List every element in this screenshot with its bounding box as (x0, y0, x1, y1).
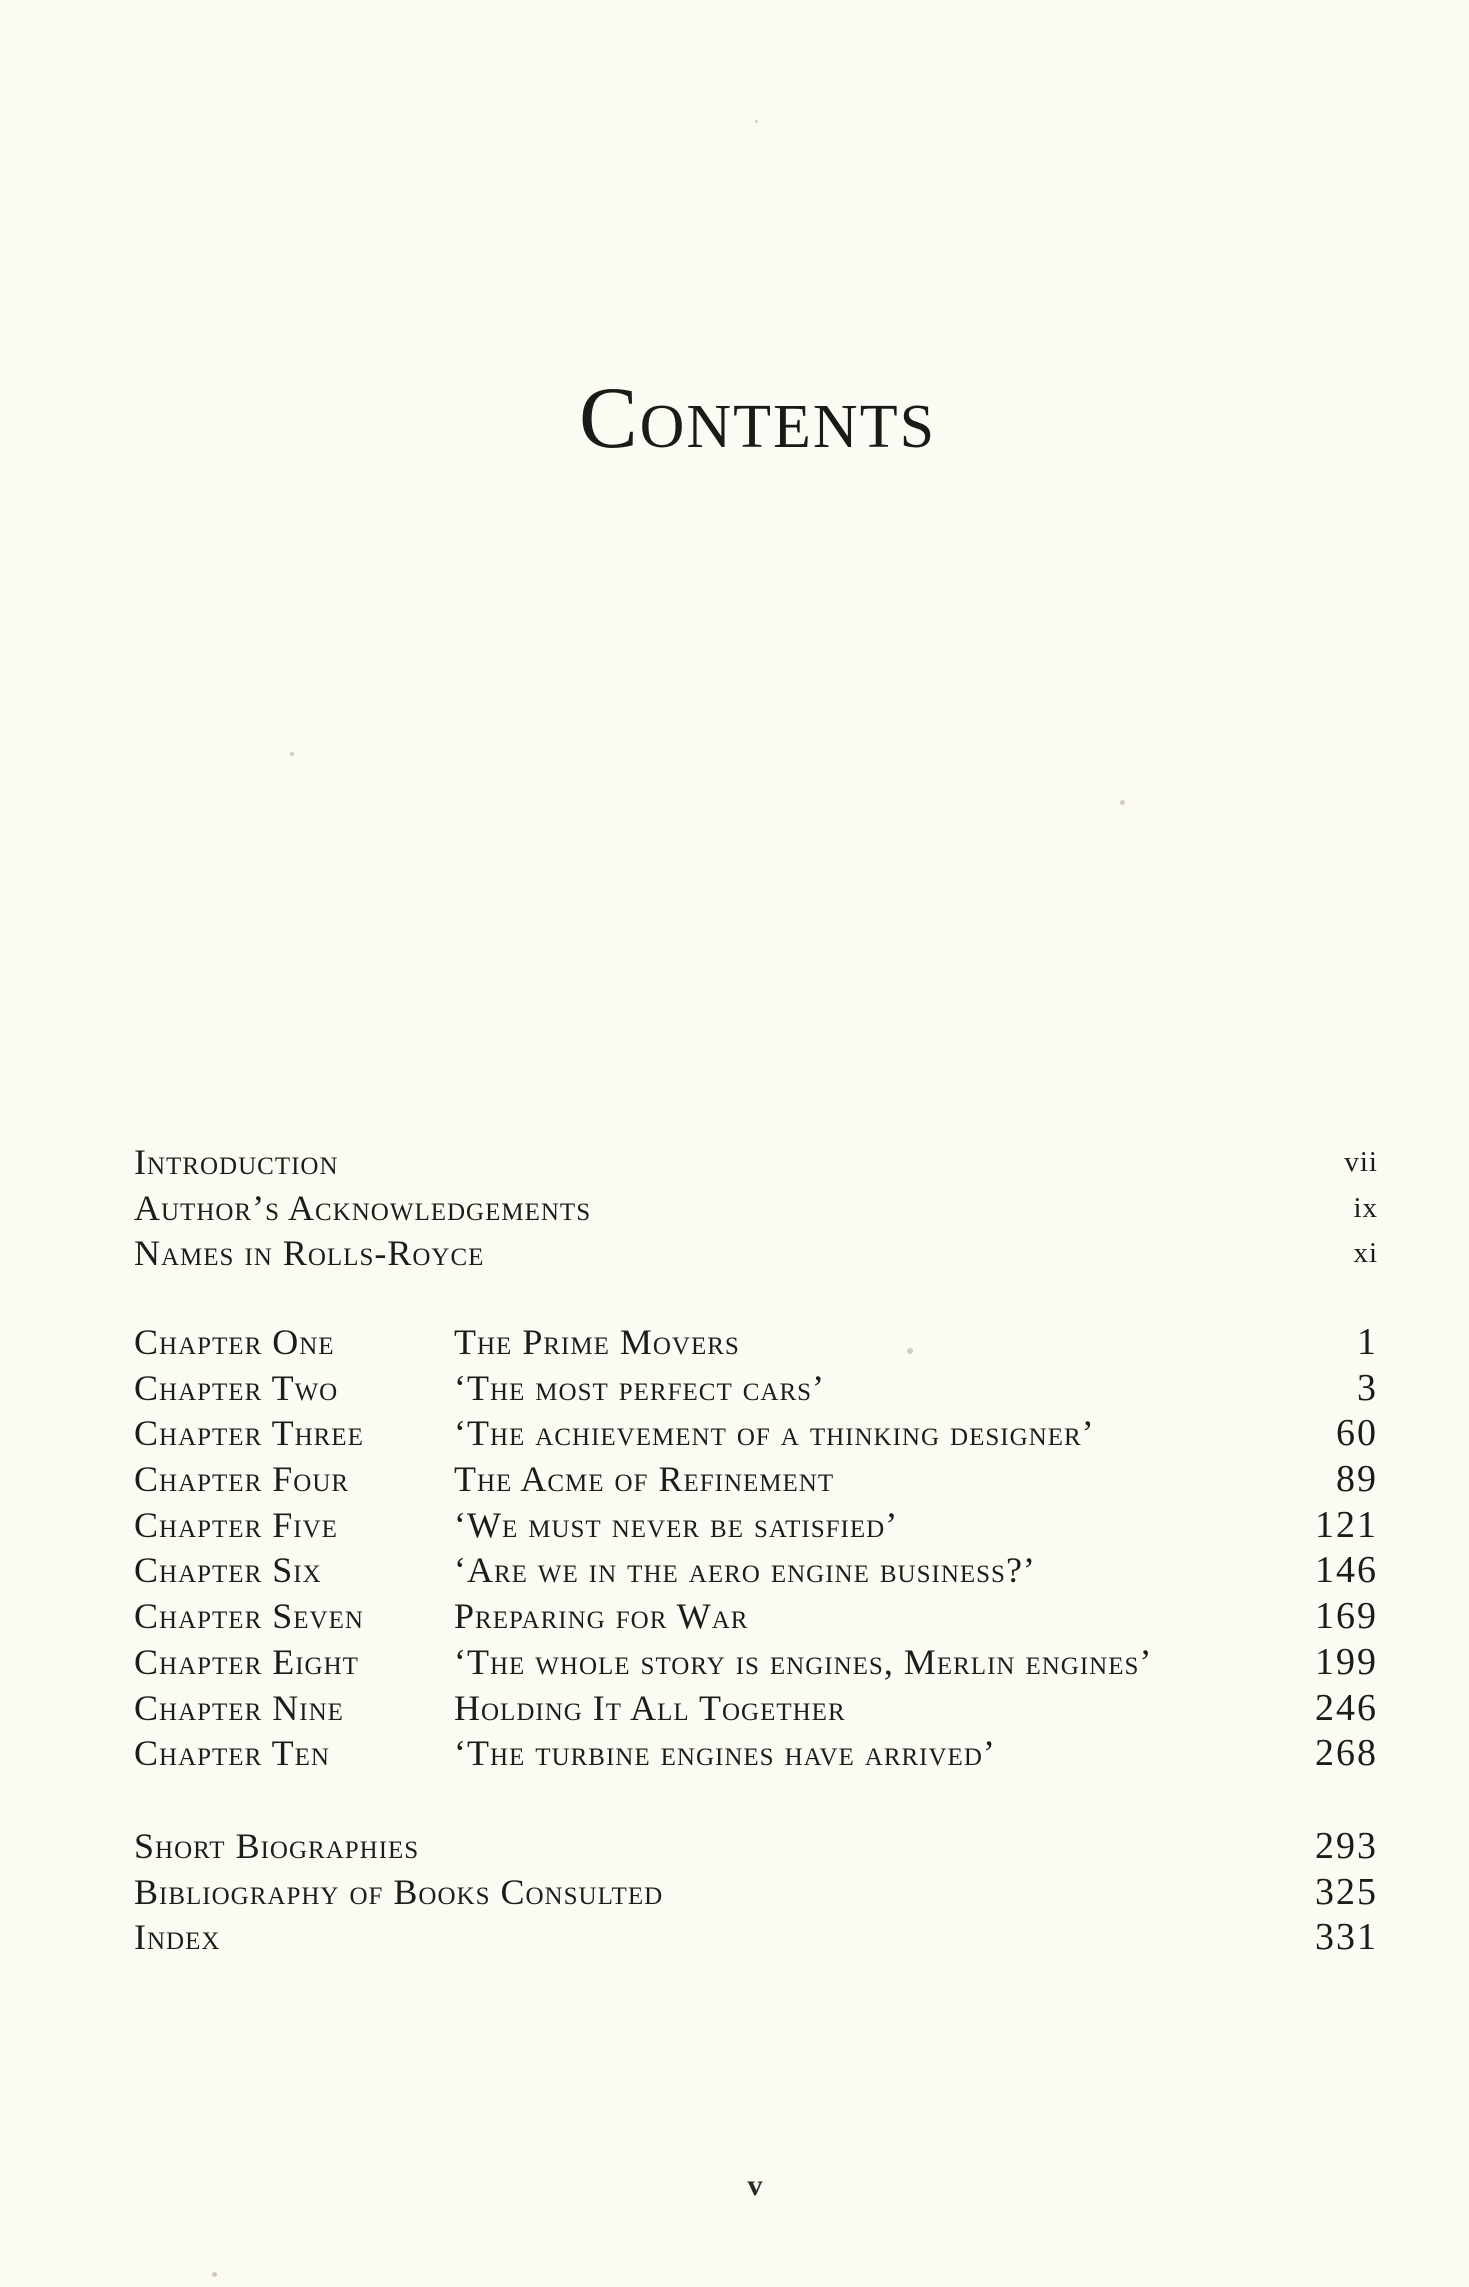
chapter-number: Chapter Five (134, 1504, 338, 1545)
chapter-entry (134, 1457, 1378, 1503)
chapter-title: ‘The turbine engines have arrived’ (454, 1733, 996, 1774)
chapter-title: ‘The whole story is engines, Merlin engines’ (454, 1641, 1153, 1682)
toc-entry-page: 325 (1315, 1870, 1378, 1913)
chapter-number: Chapter Eight (134, 1641, 359, 1682)
toc-entry-label: Short Biographies (134, 1826, 420, 1866)
chapter-title: Preparing for War (454, 1596, 749, 1637)
toc-entry-label: Bibliography of Books Consulted (134, 1871, 664, 1912)
chapter-page: 89 (1336, 1458, 1378, 1501)
toc-entry-label: Author’s Acknowledgements (134, 1187, 592, 1228)
chapter-number: Chapter Ten (134, 1733, 330, 1774)
chapter-number: Chapter Seven (134, 1596, 364, 1637)
toc-entry-page: 293 (1315, 1825, 1378, 1867)
chapter-entry (134, 1503, 1378, 1549)
back-matter-list (134, 1824, 1378, 1961)
toc-entry-acknowledgements (134, 1186, 1378, 1232)
chapter-entry (134, 1731, 1378, 1777)
front-matter-list (134, 1140, 1378, 1277)
toc-entry-biographies (134, 1824, 1378, 1870)
toc-entry-bibliography (134, 1870, 1378, 1916)
chapter-number: Chapter Nine (134, 1687, 344, 1728)
paper-speck (212, 2272, 217, 2277)
chapter-entry (134, 1640, 1378, 1686)
chapter-page: 1 (1357, 1321, 1378, 1363)
chapter-page: 199 (1315, 1640, 1378, 1683)
chapter-page: 146 (1315, 1549, 1378, 1592)
chapter-entry (134, 1411, 1378, 1457)
chapter-title: ‘Are we in the aero engine business?’ (454, 1550, 1036, 1591)
chapter-title: The Prime Movers (454, 1322, 740, 1362)
toc-entry-introduction (134, 1140, 1378, 1186)
chapter-page: 268 (1315, 1732, 1378, 1775)
toc-entry-index (134, 1915, 1378, 1961)
chapter-title: ‘The most perfect cars’ (454, 1367, 826, 1408)
chapter-title: Holding It All Together (454, 1687, 846, 1728)
toc-entry-page: 331 (1315, 1916, 1378, 1959)
page-number: v (747, 2169, 763, 2202)
paper-speck (907, 1348, 913, 1354)
chapter-entry (134, 1320, 1378, 1366)
chapter-number: Chapter Six (134, 1550, 322, 1591)
paper-speck (1120, 800, 1125, 805)
chapter-page: 246 (1315, 1686, 1378, 1729)
page-title: Contents (578, 370, 937, 467)
toc-entry-names (134, 1231, 1378, 1277)
chapter-number: Chapter Two (134, 1367, 339, 1408)
chapter-list (134, 1320, 1378, 1777)
toc-entry-label: Introduction (134, 1142, 339, 1182)
toc-entry-page: xi (1353, 1237, 1378, 1270)
toc-entry-page: ix (1353, 1191, 1378, 1224)
paper-speck (755, 120, 758, 123)
chapter-page: 3 (1357, 1366, 1378, 1409)
chapter-title: The Acme of Refinement (454, 1459, 835, 1500)
chapter-page: 121 (1315, 1503, 1378, 1546)
chapter-entry (134, 1594, 1378, 1640)
chapter-title: ‘The achievement of a thinking designer’ (454, 1413, 1095, 1454)
chapter-page: 60 (1336, 1412, 1378, 1455)
chapter-title: ‘We must never be satisfied’ (454, 1504, 899, 1545)
chapter-entry (134, 1686, 1378, 1732)
chapter-entry (134, 1366, 1378, 1412)
chapter-number: Chapter Four (134, 1459, 350, 1500)
toc-entry-label: Names in Rolls-Royce (134, 1233, 485, 1274)
chapter-number: Chapter Three (134, 1413, 364, 1454)
chapter-number: Chapter One (134, 1322, 335, 1362)
toc-entry-page: vii (1344, 1146, 1378, 1178)
toc-entry-label: Index (134, 1917, 221, 1958)
chapter-entry (134, 1548, 1378, 1594)
chapter-page: 169 (1315, 1595, 1378, 1638)
paper-speck (290, 752, 294, 756)
